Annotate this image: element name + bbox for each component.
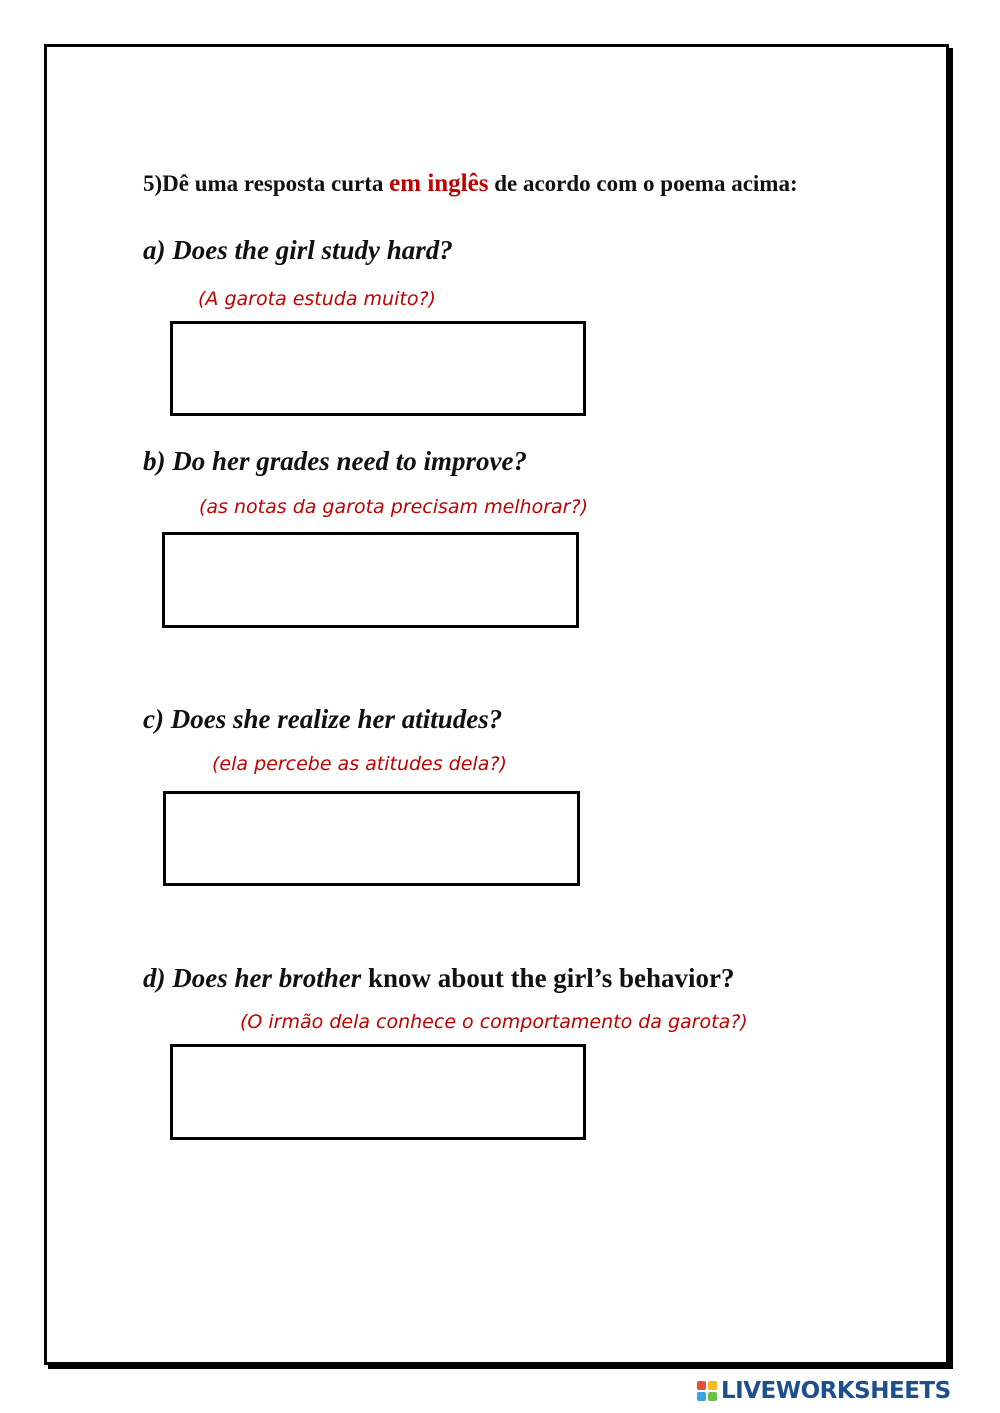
question-a: a) Does the girl study hard? — [143, 235, 453, 265]
answer-box-c[interactable] — [163, 791, 580, 886]
translation-b: (as notas da garota precisam melhorar?) — [199, 496, 588, 518]
translation-a: (A garota estuda muito?) — [198, 288, 436, 310]
answer-box-d[interactable] — [170, 1044, 586, 1140]
logo-text: LIVEWORKSHEETS — [721, 1378, 951, 1404]
answer-box-a[interactable] — [170, 321, 586, 416]
translation-d: (O irmão dela conhece o comportamento da garota?) — [240, 1011, 748, 1033]
liveworksheets-logo — [697, 1378, 951, 1404]
question-d: d) Does her brother know about the girl’s behavior? — [143, 963, 735, 993]
answer-box-b[interactable] — [162, 532, 579, 628]
translation-c: (ela percebe as atitudes dela?) — [212, 753, 507, 775]
logo-blocks-icon — [697, 1381, 717, 1401]
instruction-text: 5)Dê uma resposta curta em inglês de acordo com o poema acima: — [143, 170, 798, 197]
question-c: c) Does she realize her atitudes? — [143, 704, 503, 734]
question-b: b) Do her grades need to improve? — [143, 446, 527, 476]
instruction-highlight: em inglês — [389, 170, 489, 197]
